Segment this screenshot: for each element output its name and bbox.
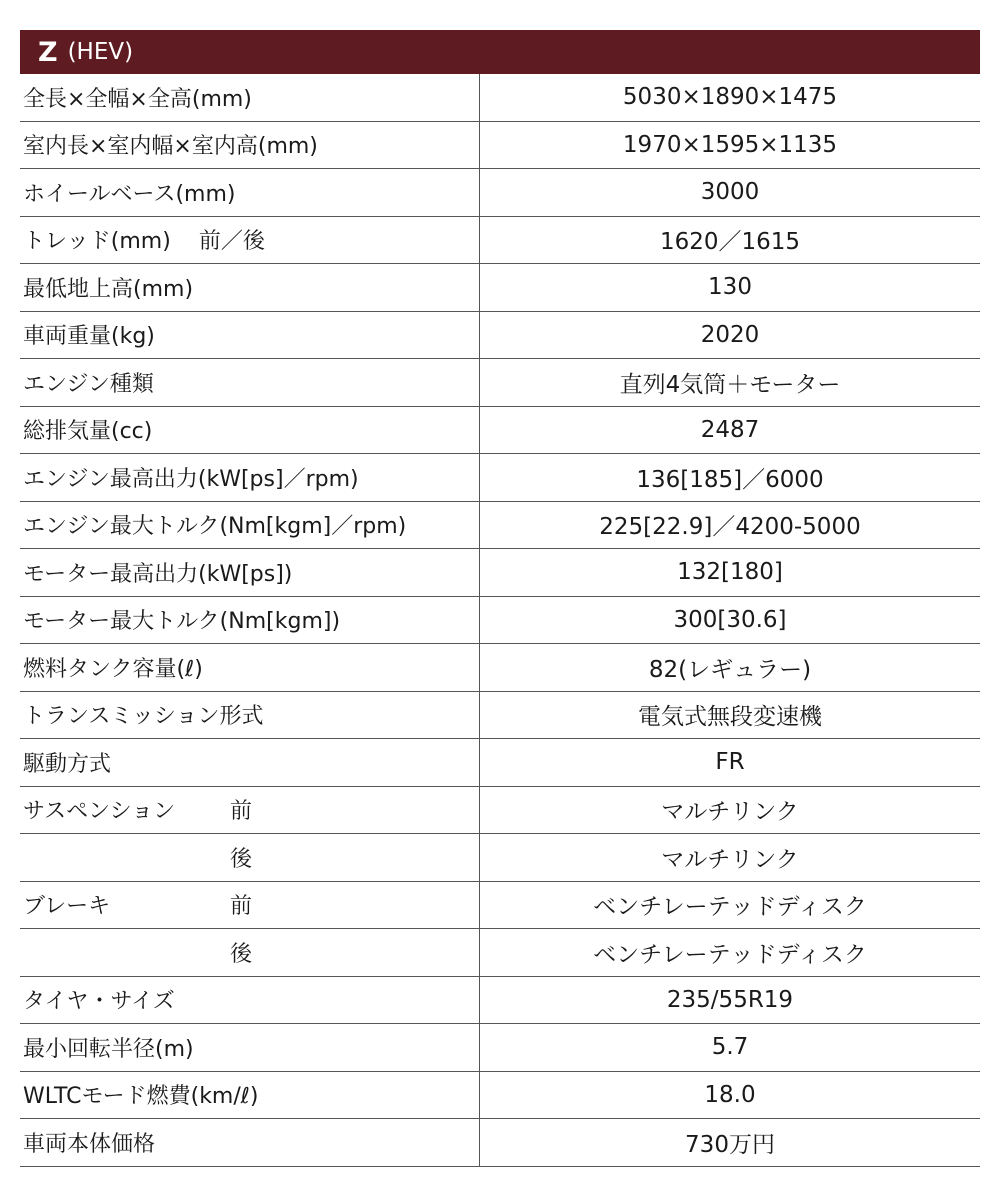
table-row [20, 644, 980, 692]
spec-value: 2020 [700, 321, 760, 348]
spec-label-cell [20, 739, 480, 786]
spec-value: 5030×1890×1475 [622, 84, 838, 111]
table-row [20, 929, 980, 977]
table-row [20, 359, 980, 407]
spec-label: ブレーキ [23, 894, 111, 920]
spec-label-cell [20, 977, 480, 1024]
spec-label-cell [20, 549, 480, 596]
spec-value: 直列4気筒＋モーター [619, 371, 841, 398]
spec-label: トランスミッション形式 [23, 704, 264, 730]
spec-label-cell [20, 359, 480, 406]
spec-value: 電気式無段変速機 [638, 704, 822, 731]
spec-label: 燃料タンク容量(ℓ) [23, 656, 203, 682]
spec-label: タイヤ・サイズ [23, 989, 175, 1015]
spec-label-cell [20, 644, 480, 691]
powertrain-type: (HEV) [67, 39, 134, 65]
table-row [20, 122, 980, 170]
spec-label: 駆動方式 [23, 751, 112, 777]
spec-label-cell [20, 787, 480, 834]
spec-label: エンジン種類 [23, 371, 154, 397]
spec-value: 132[180] [677, 559, 783, 586]
spec-label-cell [20, 929, 480, 976]
spec-value: 1620／1615 [659, 229, 801, 256]
table-row [20, 1119, 980, 1167]
spec-label: 車両本体価格 [23, 1131, 156, 1157]
spec-label: エンジン最大トルク(Nm[kgm]／rpm) [23, 514, 407, 540]
table-row [20, 264, 980, 312]
table-row [20, 407, 980, 455]
spec-value: ベンチレーテッドディスク [593, 941, 867, 968]
spec-value: 5.7 [711, 1034, 749, 1061]
spec-value: 300[30.6] [673, 606, 787, 633]
table-row [20, 739, 980, 787]
table-row [20, 169, 980, 217]
table-row [20, 312, 980, 360]
table-row [20, 692, 980, 740]
spec-value: マルチリンク [661, 846, 799, 873]
table-row [20, 454, 980, 502]
table-row [20, 597, 980, 645]
spec-label: 最小回転半径(m) [23, 1036, 194, 1062]
spec-label-cell [20, 264, 480, 311]
spec-sublabel: 前 [230, 799, 253, 825]
spec-label: 全長×全幅×全高(mm) [23, 86, 252, 112]
spec-value: 136[185]／6000 [636, 466, 824, 493]
table-row [20, 1024, 980, 1072]
spec-table [20, 30, 980, 1167]
spec-label-cell [20, 882, 480, 929]
spec-label-cell [20, 1024, 480, 1071]
spec-label: 車両重量(kg) [23, 324, 155, 350]
spec-sublabel: 前 [230, 894, 253, 920]
spec-value: 2487 [700, 416, 760, 443]
spec-value: 18.0 [704, 1081, 756, 1108]
spec-value: 225[22.9]／4200-5000 [599, 514, 861, 541]
spec-label: サスペンション [23, 799, 176, 825]
spec-value: 730万円 [685, 1131, 775, 1158]
spec-label-cell [20, 169, 480, 216]
spec-label: ホイールベース(mm) [23, 181, 236, 207]
table-row [20, 787, 980, 835]
spec-label-cell [20, 312, 480, 359]
table-row [20, 834, 980, 882]
spec-value: 82(レギュラー) [648, 656, 812, 683]
spec-label: トレッド(mm) [23, 229, 171, 255]
table-row [20, 502, 980, 550]
table-row [20, 217, 980, 265]
spec-label-cell [20, 122, 480, 169]
spec-label-cell [20, 1072, 480, 1119]
spec-label: 総排気量(cc) [23, 419, 153, 445]
spec-label-cell [20, 454, 480, 501]
spec-label: エンジン最高出力(kW[ps]／rpm) [23, 466, 359, 492]
spec-label-cell [20, 407, 480, 454]
spec-label: 室内長×室内幅×室内高(mm) [23, 134, 318, 160]
spec-label: モーター最高出力(kW[ps]) [23, 561, 293, 587]
spec-sublabel: 後 [230, 941, 253, 967]
table-row [20, 977, 980, 1025]
spec-label-cell [20, 692, 480, 739]
spec-label-cell [20, 217, 480, 264]
spec-label: WLTCモード燃費(km/ℓ) [23, 1084, 259, 1110]
grade-name: Z [38, 36, 58, 68]
spec-label: モーター最大トルク(Nm[kgm]) [23, 609, 341, 635]
table-row [20, 882, 980, 930]
table-row [20, 1072, 980, 1120]
table-row [20, 74, 980, 122]
spec-label-cell [20, 597, 480, 644]
spec-value: 130 [708, 274, 752, 301]
table-row [20, 549, 980, 597]
spec-value: ベンチレーテッドディスク [593, 894, 867, 921]
spec-value: 3000 [700, 179, 760, 206]
spec-label: 最低地上高(mm) [23, 276, 194, 302]
spec-value: FR [715, 749, 745, 776]
spec-sublabel: 後 [230, 846, 253, 872]
spec-value: マルチリンク [661, 799, 799, 826]
table-header [20, 30, 980, 74]
spec-sublabel: 前／後 [198, 229, 265, 255]
spec-label-cell [20, 74, 480, 121]
spec-label-cell [20, 834, 480, 881]
spec-label-cell [20, 502, 480, 549]
spec-value: 1970×1595×1135 [622, 131, 838, 158]
spec-label-cell [20, 1119, 480, 1166]
spec-rows [20, 74, 980, 1167]
spec-value: 235/55R19 [666, 986, 794, 1013]
